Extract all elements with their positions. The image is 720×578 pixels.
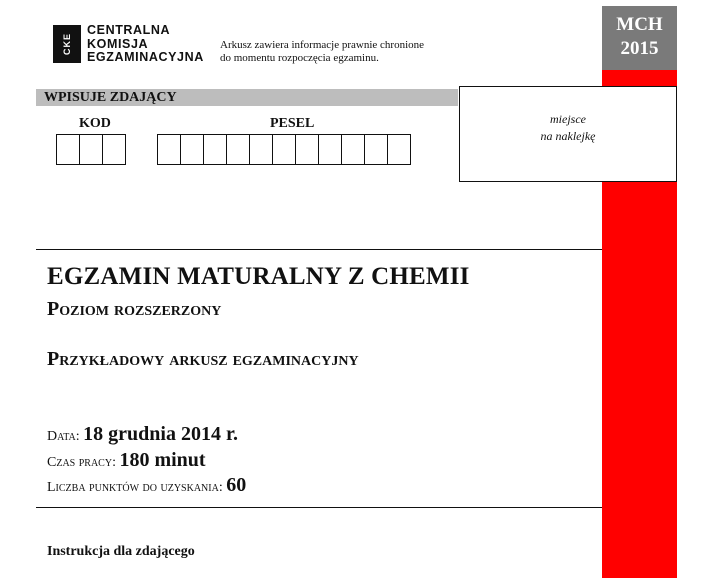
pesel-digit-box [318, 134, 342, 165]
exam-date-row [47, 423, 238, 446]
points-label: Liczba punktów do uzyskania: [47, 480, 227, 495]
pesel-digit-box [364, 134, 388, 165]
kod-input-boxes [56, 134, 125, 165]
kod-digit-box [56, 134, 80, 165]
pesel-digit-box [272, 134, 296, 165]
logo-line-2: KOMISJA [87, 36, 149, 51]
notice-line-1: Arkusz zawiera informacje prawnie chronione [220, 39, 425, 51]
points-value: 60 [226, 474, 247, 496]
instructions-heading: Instrukcja dla zdającego [47, 544, 195, 559]
divider-bottom [36, 507, 602, 508]
logo-line-3: EGZAMINACYJNA [87, 50, 204, 64]
sticker-line-2: na naklejkę [540, 129, 596, 143]
notice-line-2: do momentu rozpoczęcia egzaminu. [220, 52, 379, 64]
pesel-digit-box [203, 134, 227, 165]
exam-code-badge [602, 6, 677, 70]
pesel-digit-box [157, 134, 181, 165]
cke-logo-mark: CKE [53, 25, 81, 63]
pesel-digit-box [295, 134, 319, 165]
date-value: 18 grudnia 2014 r. [83, 423, 238, 445]
logo-line-1: CENTRALNA [87, 23, 171, 37]
sticker-placeholder [459, 86, 677, 182]
pesel-label: PESEL [270, 116, 315, 131]
exam-time-row [47, 449, 206, 472]
sticker-line-1: miejsce [550, 112, 586, 126]
time-value: 180 minut [119, 449, 206, 471]
kod-label: KOD [79, 116, 111, 131]
kod-digit-box [102, 134, 126, 165]
pesel-digit-box [180, 134, 204, 165]
exam-points-row [47, 474, 246, 497]
time-label: Czas pracy: [47, 455, 120, 470]
divider-top [36, 249, 602, 250]
exam-code: MCH [616, 14, 663, 35]
exam-level: Poziom rozszerzony [47, 298, 222, 320]
pesel-input-boxes [157, 134, 410, 165]
confidentiality-notice [220, 39, 424, 65]
exam-year: 2015 [620, 38, 659, 59]
pesel-digit-box [387, 134, 411, 165]
exam-title: EGZAMIN MATURALNY Z CHEMII [47, 263, 470, 290]
pesel-digit-box [226, 134, 250, 165]
kod-digit-box [79, 134, 103, 165]
candidate-section-header: WPISUJE ZDAJĄCY [36, 89, 458, 106]
sheet-type: Przykładowy arkusz egzaminacyjny [47, 348, 359, 370]
date-label: Data: [47, 429, 84, 444]
pesel-digit-box [341, 134, 365, 165]
cke-logo-text [87, 24, 204, 65]
pesel-digit-box [249, 134, 273, 165]
